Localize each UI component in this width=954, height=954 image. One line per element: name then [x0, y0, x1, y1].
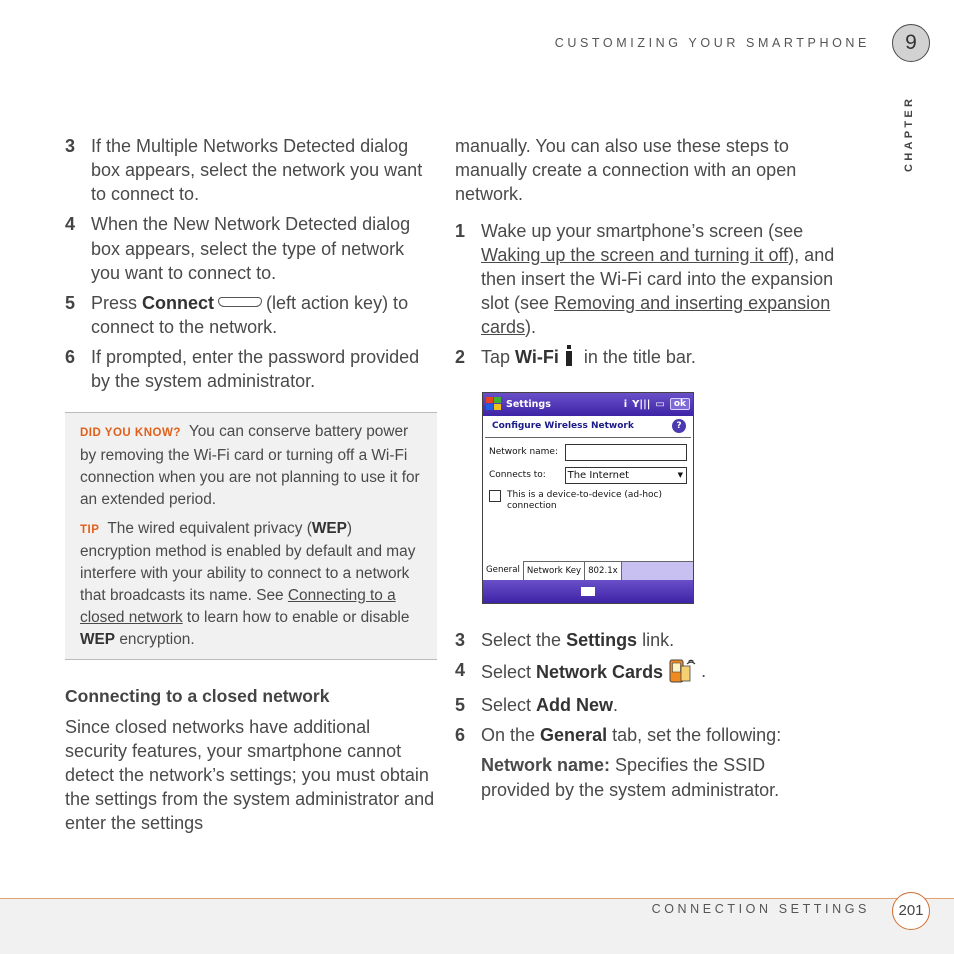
step-6	[455, 723, 835, 747]
step-number: 3	[65, 136, 76, 156]
section-heading: Connecting to a closed network	[65, 686, 330, 707]
step-text-pre: Select	[481, 661, 537, 682]
section-paragraph: Since closed networks have additional security features, your smartphone cannot detect the network’s settings; you must obtain the settings from the system administrator and enter the settings	[65, 716, 435, 834]
running-header: CUSTOMIZING YOUR SMARTPHONE	[554, 36, 870, 50]
keyboard-icon[interactable]	[581, 587, 595, 596]
dropdown-arrow-icon[interactable]: ▼	[677, 471, 683, 480]
wifi-icon	[563, 344, 575, 368]
chapter-label: CHAPTER	[903, 95, 915, 172]
step-3	[65, 134, 437, 207]
tip-text: The wired equivalent privacy (	[107, 519, 312, 537]
windows-logo-icon[interactable]	[486, 397, 502, 411]
step-text: ), and then insert the Wi-Fi card into the expansion slot (see	[481, 244, 835, 314]
network-name-item	[455, 753, 835, 801]
step-2	[455, 345, 835, 370]
tip-text: encryption.	[115, 630, 195, 648]
adhoc-checkbox-label: This is a device-to-device (ad-hoc) connection	[507, 489, 663, 511]
step-text: When the New Network Detected dialog box appears, select the type of network you want to connect to.	[91, 214, 411, 283]
add-new-label: Add New	[536, 695, 614, 716]
wep-bold: WEP	[80, 630, 116, 648]
network-name-row	[483, 441, 693, 464]
step-4	[65, 212, 437, 285]
closed-network-link[interactable]: Connecting to a closed network	[80, 587, 396, 626]
left-action-key-icon	[218, 297, 262, 307]
chapter-number-badge: 9	[892, 24, 930, 62]
step-text-post: link.	[637, 629, 675, 650]
screen-title: Settings	[506, 398, 551, 410]
tip-text: to learn how to enable or disable	[182, 608, 410, 626]
step-text-post: .	[613, 695, 619, 716]
step-1	[455, 219, 835, 340]
step-text-post: tab, set the following:	[607, 725, 782, 746]
step-text-post: (left action key) to connect to the network.	[91, 292, 409, 338]
step-text-post: in the title bar.	[578, 347, 696, 368]
expansion-cards-link[interactable]: Removing and inserting expansion cards	[481, 293, 831, 338]
wep-bold: WEP	[311, 519, 347, 537]
did-you-know	[80, 421, 423, 510]
step-number: 3	[455, 629, 466, 650]
step-number: 6	[455, 725, 466, 746]
waking-screen-link[interactable]: Waking up the screen and turning it off	[481, 244, 789, 265]
help-icon[interactable]: ?	[672, 419, 686, 433]
step-4	[455, 658, 835, 688]
configure-heading	[485, 416, 691, 438]
connect-label: Connect	[142, 292, 215, 313]
tab-strip-fill	[622, 561, 693, 580]
step-text: If the Multiple Networks Detected dialog box appears, select the network you want to connect to.	[91, 136, 423, 205]
step-5	[455, 693, 835, 717]
tip-box	[65, 412, 437, 660]
step-text: If prompted, enter the password provided by the system administrator.	[91, 347, 420, 392]
step-3	[455, 628, 835, 652]
wifi-label: Wi-Fi	[515, 347, 559, 368]
step-text: Wake up your smartphone’s screen (see	[481, 220, 804, 241]
settings-screenshot	[482, 392, 694, 604]
network-name-description: Specifies the SSID provided by the system administrator.	[481, 755, 780, 800]
ok-button[interactable]: ok	[670, 398, 690, 410]
adhoc-checkbox-row	[483, 487, 693, 515]
did-you-know-text: You can conserve battery power by removing the Wi-Fi card or turning off a Wi-Fi connection when you are not planning to use it for an extended period.	[80, 423, 420, 508]
left-column	[65, 134, 437, 846]
network-name-label: Network name:	[489, 447, 558, 458]
network-name-term: Network name:	[481, 755, 611, 776]
tip-label: TIP	[80, 523, 100, 536]
screen-titlebar	[483, 393, 693, 416]
step-text-pre: On the	[481, 725, 541, 746]
adhoc-checkbox[interactable]	[489, 490, 501, 502]
step-5	[65, 291, 437, 339]
right-column	[455, 134, 835, 802]
tab-802-1x[interactable]: 802.1x	[585, 561, 622, 580]
connects-to-row	[483, 464, 693, 487]
step-text-pre: Select the	[481, 629, 567, 650]
tip	[80, 518, 423, 651]
network-name-input[interactable]	[565, 444, 687, 461]
step-number: 4	[455, 659, 466, 680]
network-cards-icon	[667, 655, 697, 685]
continuation-paragraph: manually. You can also use these steps to manually create a connection with an open network.	[455, 136, 797, 205]
step-number: 5	[65, 292, 76, 313]
step-number: 4	[65, 214, 76, 235]
connects-to-label: Connects to:	[489, 470, 546, 481]
settings-label: Settings	[566, 629, 638, 650]
connects-to-value: The Internet	[567, 469, 630, 481]
general-label: General	[540, 725, 608, 746]
step-number: 5	[455, 695, 466, 716]
step-text-post: .	[701, 661, 707, 682]
signal-strength-icon[interactable]: Y|||	[632, 398, 651, 410]
step-text-pre: Tap	[481, 347, 516, 368]
step-text-pre: Select	[481, 695, 537, 716]
step-number: 6	[65, 347, 76, 368]
connects-to-select[interactable]	[565, 467, 687, 484]
step-text-pre: Press	[91, 292, 143, 313]
step-6	[65, 345, 437, 393]
tab-network-key[interactable]: Network Key	[524, 561, 585, 580]
tip-text: ) encryption method is enabled by default and may interfere with your ability to connect to a network that broadcasts its name. See	[80, 519, 416, 604]
wifi-status-icon[interactable]: i	[623, 398, 628, 410]
running-footer: CONNECTION SETTINGS	[651, 902, 870, 916]
configure-heading-text: Configure Wireless Network	[492, 421, 634, 432]
screen-bottombar	[483, 580, 693, 603]
did-you-know-label: DID YOU KNOW?	[80, 427, 181, 440]
battery-icon[interactable]: ▭	[655, 398, 665, 410]
network-cards-label: Network Cards	[536, 661, 664, 682]
step-number: 2	[455, 347, 466, 368]
step-number: 1	[455, 220, 466, 241]
screen-tabs	[483, 561, 693, 580]
page-number-badge: 201	[892, 892, 930, 930]
tab-general[interactable]: General	[483, 561, 524, 580]
step-text: ).	[525, 317, 537, 338]
